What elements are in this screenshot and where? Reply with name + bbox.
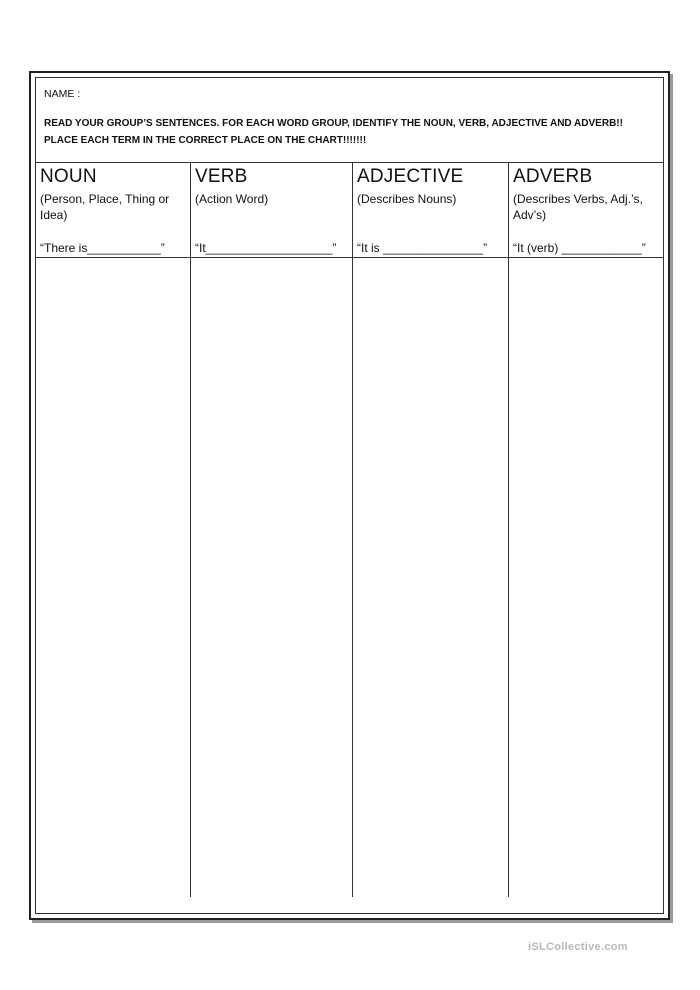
column-title-verb: VERB bbox=[195, 166, 248, 187]
column-prompt-adverb: “It (verb) ____________” bbox=[513, 241, 646, 255]
column-answer-area-verb[interactable] bbox=[191, 258, 352, 897]
watermark-logo: iSLCollective.com bbox=[528, 941, 628, 953]
chart-column-adjective bbox=[353, 163, 509, 897]
column-prompt-verb: “It___________________” bbox=[195, 241, 337, 255]
instructions bbox=[44, 115, 654, 149]
column-description-verb: (Action Word) bbox=[195, 192, 269, 206]
column-header-adjective bbox=[353, 163, 508, 258]
column-description-adverb: (Describes Verbs, Adj.’s, Adv’s) bbox=[513, 192, 643, 222]
parts-of-speech-chart bbox=[36, 162, 663, 897]
column-description-noun: (Person, Place, Thing or Idea) bbox=[40, 192, 170, 222]
column-header-adverb bbox=[509, 163, 663, 258]
column-prompt-noun: “There is___________” bbox=[40, 241, 165, 255]
column-header-noun bbox=[36, 163, 190, 258]
column-prompt-adjective: “It is _______________” bbox=[357, 241, 488, 255]
column-title-adjective: ADJECTIVE bbox=[357, 166, 464, 187]
chart-column-adverb bbox=[509, 163, 663, 897]
column-description-adjective: (Describes Nouns) bbox=[357, 192, 457, 206]
instruction-line-1: READ YOUR GROUP’S SENTENCES. FOR EACH WORD GROUP, IDENTIFY THE NOUN, VERB, ADJECTIVE AND ADVERB!! bbox=[44, 118, 623, 129]
column-title-adverb: ADVERB bbox=[513, 166, 593, 187]
instruction-line-2: PLACE EACH TERM IN THE CORRECT PLACE ON THE CHART!!!!!!! bbox=[44, 135, 367, 146]
name-label: NAME : bbox=[44, 88, 81, 100]
column-header-verb bbox=[191, 163, 352, 258]
worksheet-frame bbox=[29, 71, 670, 920]
chart-column-noun bbox=[36, 163, 191, 897]
column-answer-area-adverb[interactable] bbox=[509, 258, 663, 897]
chart-column-verb bbox=[191, 163, 353, 897]
column-answer-area-adjective[interactable] bbox=[353, 258, 508, 897]
worksheet-inner-frame bbox=[35, 77, 664, 914]
column-answer-area-noun[interactable] bbox=[36, 258, 190, 897]
column-title-noun: NOUN bbox=[40, 166, 97, 187]
